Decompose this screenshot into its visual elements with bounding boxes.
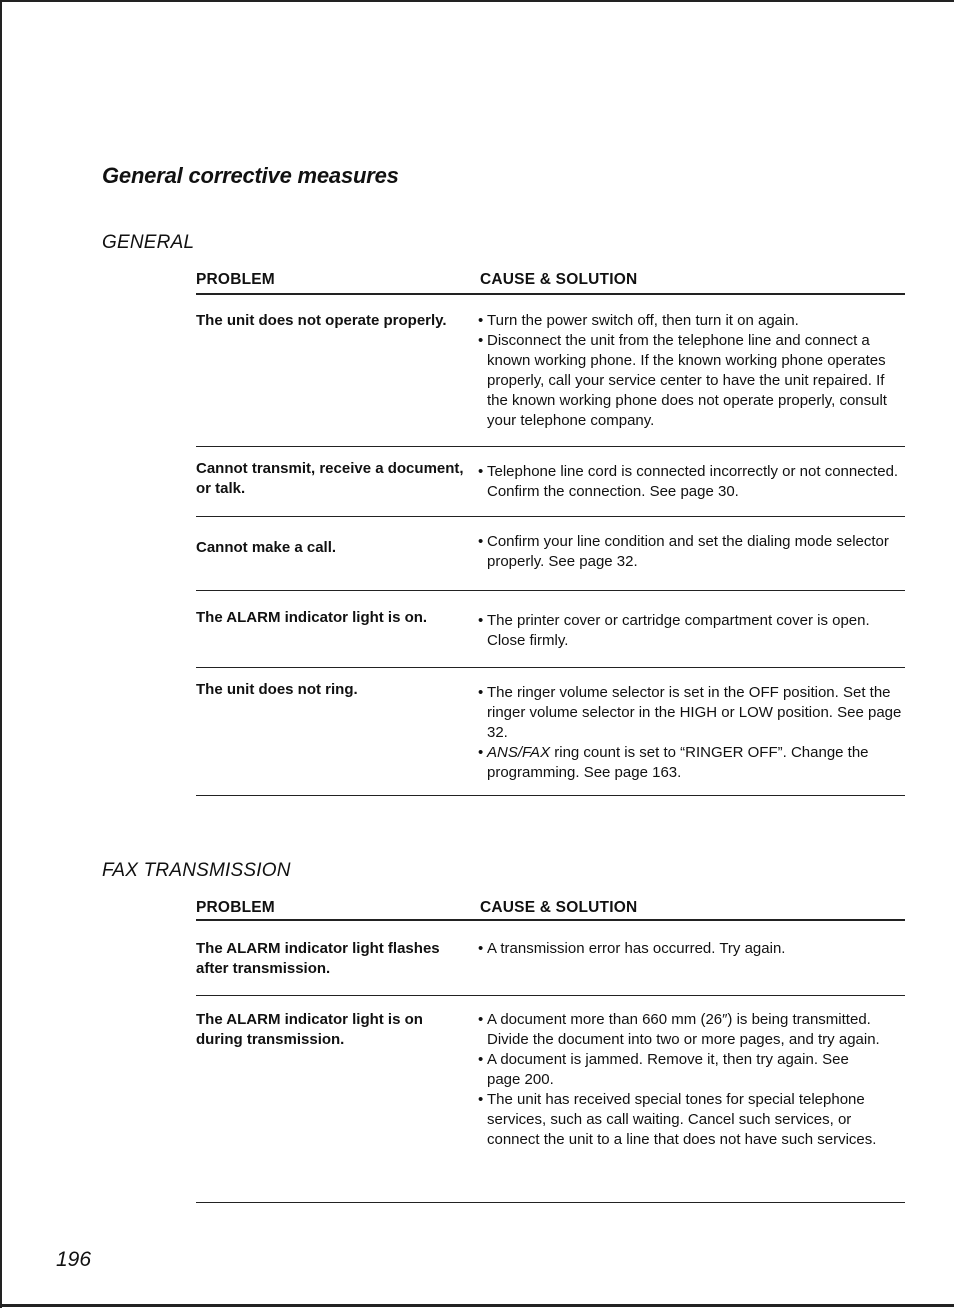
solution-item: [478, 311, 904, 331]
solution-text: ring count is set to “RINGER OFF”. Change the programming. See page 163.: [487, 744, 869, 781]
page-edge-top: [0, 0, 954, 2]
solution-text: The ringer volume selector is set in the OFF position. Set the ringer volume selector in the HIGH or LOW position. See page 32.: [487, 684, 902, 741]
bullet-icon: •: [478, 744, 484, 761]
column-header-problem: PROBLEM: [196, 271, 275, 288]
bullet-icon: •: [478, 940, 484, 957]
column-header-problem: PROBLEM: [196, 899, 275, 916]
solution-item: [478, 462, 904, 502]
page-edge-left: [0, 0, 2, 1308]
problem-text: The unit does not operate properly.: [196, 312, 447, 329]
solution-item: [478, 1010, 904, 1050]
solution-italic-term: ANS/FAX: [487, 744, 551, 761]
solution-list: [478, 611, 904, 651]
section-title-general: GENERAL: [102, 232, 195, 253]
page-number: 196: [56, 1248, 92, 1271]
header-rule: [196, 293, 905, 295]
section-title-fax-transmission: FAX TRANSMISSION: [102, 860, 291, 881]
bullet-icon: •: [478, 1011, 484, 1028]
solution-list: [478, 462, 904, 502]
bullet-icon: •: [478, 463, 484, 480]
problem-text: Cannot make a call.: [196, 539, 337, 556]
solution-item: [478, 1090, 904, 1150]
solution-item: [478, 939, 904, 959]
solution-item: [478, 1050, 867, 1090]
solution-list: [478, 939, 904, 959]
solution-text: Disconnect the unit from the telephone line and connect a known working phone. If the known working phone operates properly, call your service center to have the unit repaired. If the known working phone does not operate properly, consult your telephone company.: [487, 332, 887, 429]
problem-text: The unit does not ring.: [196, 681, 358, 698]
problem-text: Cannot transmit, receive a document, or talk.: [196, 460, 464, 497]
problem-text: The ALARM indicator light is on during transmission.: [196, 1011, 423, 1048]
solution-text: A document is jammed. Remove it, then try again. See page 200.: [487, 1051, 849, 1088]
page-edge-bottom: [0, 1304, 954, 1307]
solution-item: [478, 611, 904, 651]
solution-list: [478, 532, 904, 572]
problem-text: The ALARM indicator light is on.: [196, 609, 428, 626]
solution-text: The printer cover or cartridge compartment cover is open. Close firmly.: [487, 612, 870, 649]
bullet-icon: •: [478, 332, 484, 349]
bullet-icon: •: [478, 1091, 484, 1108]
solution-text: A transmission error has occurred. Try again.: [487, 940, 786, 957]
bullet-icon: •: [478, 533, 484, 550]
column-header-cause-solution: CAUSE & SOLUTION: [480, 899, 638, 916]
bullet-icon: •: [478, 1051, 484, 1068]
bullet-icon: •: [478, 612, 484, 629]
bullet-icon: •: [478, 312, 484, 329]
solution-text: The unit has received special tones for special telephone services, such as call waiting. Cancel such services, or connect the unit to a line that does not have such services.: [487, 1091, 877, 1148]
solution-list: [478, 1010, 904, 1150]
solution-item: [478, 743, 904, 783]
solution-item: [478, 683, 904, 743]
solution-item: [478, 331, 904, 431]
solution-text: A document more than 660 mm (26″) is being transmitted. Divide the document into two or more pages, and try again.: [487, 1011, 880, 1048]
solution-text: Confirm your line condition and set the dialing mode selector properly. See page 32.: [487, 533, 889, 570]
solution-text: Telephone line cord is connected incorrectly or not connected. Confirm the connection. See page 30.: [487, 463, 899, 500]
row-divider: [196, 590, 905, 591]
solution-item: [478, 532, 904, 572]
row-divider: [196, 446, 905, 447]
row-divider: [196, 667, 905, 668]
row-divider: [196, 516, 905, 517]
problem-text: The ALARM indicator light flashes after transmission.: [196, 940, 440, 977]
solution-list: [478, 683, 904, 783]
solution-text: Turn the power switch off, then turn it on again.: [487, 312, 799, 329]
row-divider: [196, 995, 905, 996]
column-header-cause-solution: CAUSE & SOLUTION: [480, 271, 638, 288]
section-end-rule: [196, 795, 905, 796]
page-title: General corrective measures: [102, 163, 399, 188]
bullet-icon: •: [478, 684, 484, 701]
header-rule: [196, 919, 905, 921]
section-end-rule: [196, 1202, 905, 1203]
solution-list: [478, 311, 904, 431]
